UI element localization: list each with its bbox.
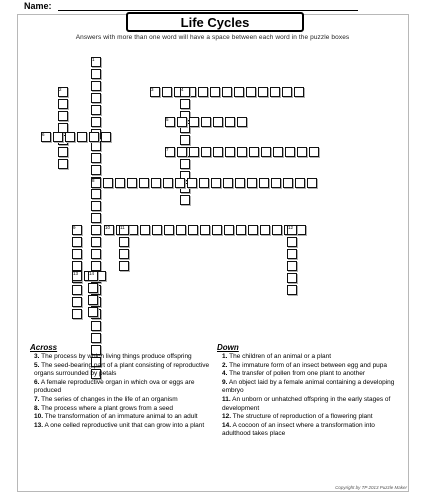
clue-text: A cocoon of an insect where a transformation into adulthood takes place: [222, 421, 375, 438]
crossword-cell[interactable]: [246, 87, 256, 97]
clue-text: An unborn or unhatched offspring in the early stages of development: [222, 395, 391, 412]
crossword-cell[interactable]: [307, 178, 317, 188]
crossword-cell[interactable]: [58, 159, 68, 169]
down-clue: [222, 353, 402, 362]
crossword-cell[interactable]: [297, 147, 307, 157]
crossword-cell[interactable]: [189, 147, 199, 157]
crossword-cell[interactable]: [119, 237, 129, 247]
crossword-cell[interactable]: [128, 225, 138, 235]
crossword-cell[interactable]: [200, 225, 210, 235]
crossword-cell[interactable]: [180, 195, 190, 205]
crossword-cell[interactable]: [287, 273, 297, 283]
cell-number: 7: [166, 147, 169, 152]
crossword-cell[interactable]: [177, 147, 187, 157]
across-clue: [34, 405, 216, 414]
clue-number: 11.: [222, 395, 231, 403]
crossword-cell[interactable]: [91, 189, 101, 199]
across-heading: Across: [30, 343, 58, 352]
crossword-cell[interactable]: [222, 87, 232, 97]
crossword-cell[interactable]: [213, 117, 223, 127]
across-clue: [34, 379, 216, 396]
clue-text: A one celled reproductive unit that can grow into a plant: [44, 421, 205, 429]
across-clue: [34, 396, 216, 405]
across-clue: [34, 353, 216, 362]
crossword-cell[interactable]: [77, 132, 87, 142]
crossword-cell[interactable]: [180, 99, 190, 109]
clue-text: The seed-bearing part of a plant consisting of reproductive organs surrounded by petals: [34, 361, 210, 378]
cell-number: 8: [92, 178, 95, 183]
clue-text: The immature form of an insect between egg and pupa: [229, 361, 388, 369]
crossword-cell[interactable]: [139, 178, 149, 188]
crossword-cell[interactable]: [260, 225, 270, 235]
crossword-cell[interactable]: [119, 249, 129, 259]
crossword-cell[interactable]: [259, 178, 269, 188]
crossword-cell[interactable]: [210, 87, 220, 97]
clue-number: 13.: [34, 421, 44, 429]
crossword-cell[interactable]: [287, 237, 297, 247]
clue-text: The series of changes in the life of an organism: [41, 395, 178, 403]
crossword-cell[interactable]: [201, 117, 211, 127]
crossword-cell[interactable]: [91, 81, 101, 91]
crossword-cell[interactable]: [89, 132, 99, 142]
cell-number: 13: [73, 271, 79, 276]
crossword-cell[interactable]: [273, 147, 283, 157]
crossword-cell[interactable]: [261, 147, 271, 157]
crossword-cell[interactable]: [225, 147, 235, 157]
clue-text: The process by which living things produce offspring: [41, 353, 192, 360]
crossword-cell[interactable]: [199, 178, 209, 188]
crossword-cell[interactable]: [162, 87, 172, 97]
crossword-cell[interactable]: [201, 147, 211, 157]
crossword-cell[interactable]: [91, 201, 101, 211]
crossword-cell[interactable]: [248, 225, 258, 235]
crossword-cell[interactable]: [91, 225, 101, 235]
crossword-cell[interactable]: [127, 178, 137, 188]
down-clue: [222, 379, 402, 396]
clue-text: The transfer of pollen from one plant to another: [229, 370, 365, 378]
crossword-cell[interactable]: [91, 69, 101, 79]
down-clue: [222, 362, 402, 371]
clue-number: 5.: [34, 361, 40, 369]
crossword-cell[interactable]: [88, 307, 98, 317]
crossword-cell[interactable]: [213, 147, 223, 157]
crossword-cell[interactable]: [91, 165, 101, 175]
clue-number: 14.: [222, 421, 232, 429]
crossword-cell[interactable]: [152, 225, 162, 235]
crossword-cell[interactable]: [258, 87, 268, 97]
crossword-cell[interactable]: [223, 178, 233, 188]
cell-number: 1: [92, 57, 95, 62]
clue-text: The children of an animal or a plant: [229, 353, 332, 360]
crossword-cell[interactable]: [91, 249, 101, 259]
clue-number: 12.: [222, 413, 232, 421]
crossword-cell[interactable]: [249, 147, 259, 157]
crossword-cell[interactable]: [180, 135, 190, 145]
crossword-cell[interactable]: [175, 178, 185, 188]
crossword-cell[interactable]: [237, 117, 247, 127]
crossword-cell[interactable]: [115, 178, 125, 188]
clue-text: The transformation of an immature animal to an adult: [44, 413, 198, 421]
crossword-cell[interactable]: [180, 159, 190, 169]
crossword-cell[interactable]: [189, 117, 199, 127]
crossword-cell[interactable]: [236, 225, 246, 235]
clue-number: 4.: [222, 370, 228, 378]
clue-number: 7.: [34, 395, 40, 403]
crossword-cell[interactable]: [101, 132, 111, 142]
crossword-cell[interactable]: [119, 261, 129, 271]
crossword-cell[interactable]: [72, 261, 82, 271]
clue-number: 6.: [34, 378, 40, 386]
crossword-cell[interactable]: [88, 295, 98, 305]
clue-number: 3.: [34, 353, 40, 360]
clue-number: 2.: [222, 361, 228, 369]
crossword-cell[interactable]: [91, 321, 101, 331]
name-label: Name:: [24, 1, 52, 11]
crossword-cell[interactable]: [287, 285, 297, 295]
crossword-cell[interactable]: [212, 225, 222, 235]
crossword-cell[interactable]: [234, 87, 244, 97]
clue-text: An object laid by a female animal containing a developing embryo: [222, 378, 395, 395]
clue-text: The process where a plant grows from a seed: [41, 404, 173, 412]
crossword-cell[interactable]: [237, 147, 247, 157]
crossword-cell[interactable]: [285, 147, 295, 157]
crossword-cell[interactable]: [295, 178, 305, 188]
clue-number: 8.: [34, 404, 40, 412]
crossword-cell[interactable]: [287, 261, 297, 271]
crossword-cell[interactable]: [294, 87, 304, 97]
crossword-cell[interactable]: [91, 105, 101, 115]
cell-number: 11: [120, 225, 125, 230]
crossword-cell[interactable]: [72, 249, 82, 259]
cell-number: 2: [59, 87, 62, 92]
down-clue: [222, 422, 402, 439]
crossword-cell[interactable]: [88, 283, 98, 293]
crossword-cell[interactable]: [72, 237, 82, 247]
crossword-cell[interactable]: [58, 99, 68, 109]
crossword-cell[interactable]: [91, 93, 101, 103]
across-clue-list: [34, 353, 216, 430]
crossword-cell[interactable]: [72, 285, 82, 295]
down-clue-list: [222, 353, 402, 439]
cell-number: 14: [89, 271, 95, 276]
crossword-cell[interactable]: [287, 249, 297, 259]
crossword-cell[interactable]: [270, 87, 280, 97]
cell-number: 6: [42, 132, 45, 137]
cell-number: 9: [73, 225, 76, 230]
crossword-cell[interactable]: [91, 333, 101, 343]
down-heading: Down: [217, 343, 239, 352]
crossword-cell[interactable]: [272, 225, 282, 235]
crossword-cell[interactable]: [151, 178, 161, 188]
cell-number: 5: [166, 117, 169, 122]
crossword-cell[interactable]: [296, 225, 306, 235]
cell-number: 12: [288, 225, 294, 230]
crossword-cell[interactable]: [247, 178, 257, 188]
crossword-cell[interactable]: [91, 117, 101, 127]
crossword-cell[interactable]: [72, 297, 82, 307]
crossword-cell[interactable]: [58, 111, 68, 121]
down-clue: [222, 370, 402, 379]
clue-number: 10.: [34, 413, 44, 421]
crossword-cell[interactable]: [164, 225, 174, 235]
cell-number: 10: [105, 225, 111, 230]
copyright-footer: Copyright by TP 2013 Puzzle Maker: [335, 485, 407, 490]
crossword-cell[interactable]: [198, 87, 208, 97]
down-clue: [222, 413, 402, 422]
clue-number: 9.: [222, 378, 228, 386]
across-clue: [34, 413, 216, 422]
subtitle: Answers with more than one word will have a space between each word in the puzzle boxes: [75, 34, 350, 41]
clue-number: 1.: [222, 353, 228, 360]
cell-number: 4: [181, 87, 184, 92]
crossword-cell[interactable]: [283, 178, 293, 188]
crossword-cell[interactable]: [187, 178, 197, 188]
crossword-cell[interactable]: [235, 178, 245, 188]
crossword-cell[interactable]: [309, 147, 319, 157]
down-clue: [222, 396, 402, 413]
crossword-cell[interactable]: [177, 117, 187, 127]
crossword-cell[interactable]: [282, 87, 292, 97]
crossword-cell[interactable]: [271, 178, 281, 188]
crossword-cell[interactable]: [91, 153, 101, 163]
crossword-cell[interactable]: [91, 141, 101, 151]
across-clue: [34, 422, 216, 431]
crossword-cell[interactable]: [163, 178, 173, 188]
crossword-cell[interactable]: [188, 225, 198, 235]
crossword-cell[interactable]: [91, 213, 101, 223]
clue-text: A female reproductive organ in which ova or eggs are produced: [34, 378, 195, 395]
crossword-cell[interactable]: [176, 225, 186, 235]
crossword-cell[interactable]: [91, 237, 101, 247]
crossword-cell[interactable]: [65, 132, 75, 142]
crossword-cell[interactable]: [224, 225, 234, 235]
crossword-cell[interactable]: [140, 225, 150, 235]
cell-number: 3: [151, 87, 154, 92]
crossword-cell[interactable]: [91, 261, 101, 271]
crossword-cell[interactable]: [53, 132, 63, 142]
crossword-cell[interactable]: [72, 309, 82, 319]
crossword-cell[interactable]: [211, 178, 221, 188]
across-clue: [34, 362, 216, 379]
crossword-cell[interactable]: [225, 117, 235, 127]
crossword-cell[interactable]: [58, 147, 68, 157]
clue-text: The structure of reproduction of a flowering plant: [232, 413, 373, 421]
crossword-cell[interactable]: [103, 178, 113, 188]
page-title: Life Cycles: [180, 14, 250, 30]
